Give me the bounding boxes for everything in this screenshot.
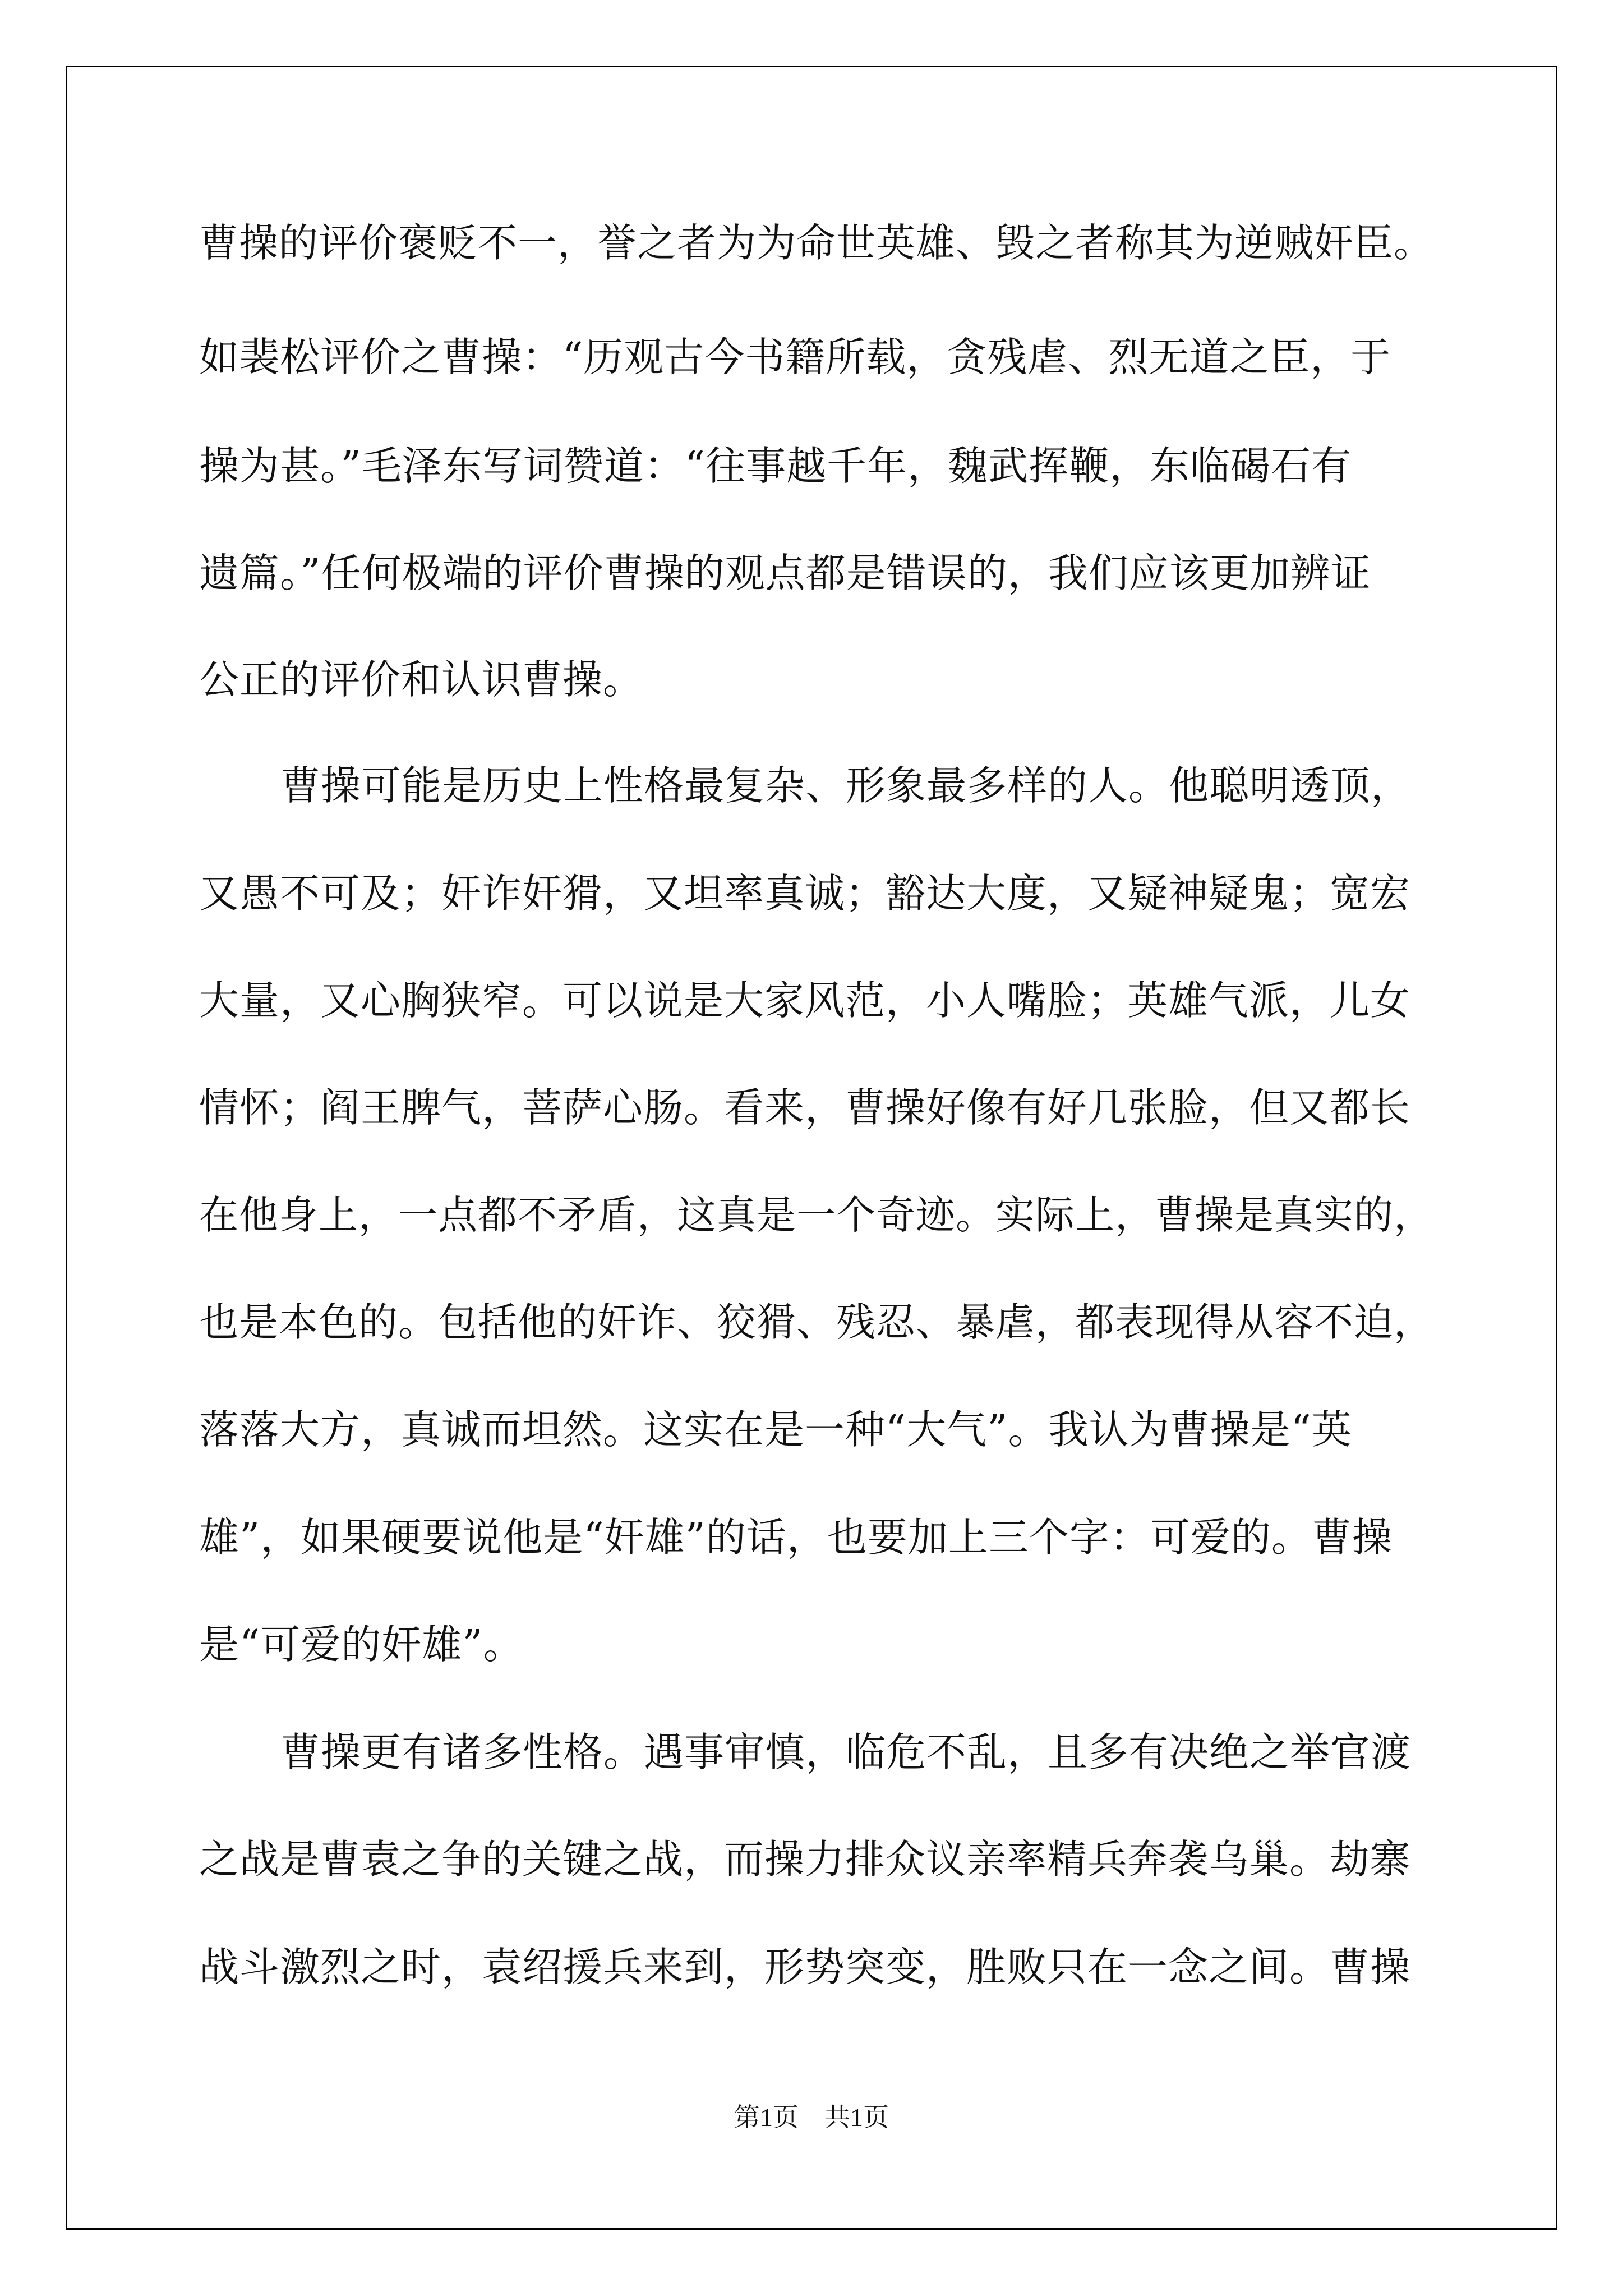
paragraph-1-line-3: 操为甚。”毛泽东写词赞道：“往事越千年，魏武挥鞭，东临碣石有 (199, 443, 1352, 489)
paragraph-2-line-1: 曹操可能是历史上性格最复杂、形象最多样的人。他聪明透顶， (280, 762, 1412, 809)
paragraph-1-line-2: 如裴松评价之曹操：“历观古今书籍所载，贪残虐、烈无道之臣，于 (199, 334, 1391, 380)
paragraph-2-line-9: 是“可爱的奸雄”。 (199, 1621, 524, 1668)
paragraph-1-line-1: 曹操的评价褒贬不一，誉之者为为命世英雄、毁之者称其为逆贼奸臣。 (199, 220, 1433, 266)
paragraph-2-line-6: 也是本色的。包括他的奸诈、狡猾、残忍、暴虐，都表现得从容不迫， (199, 1299, 1433, 1345)
paragraph-3-line-2: 之战是曹袁之争的关键之战，而操力排众议亲率精兵奔袭乌巢。劫寨 (199, 1836, 1411, 1883)
paragraph-2-line-2: 又愚不可及；奸诈奸猾，又坦率真诚；豁达大度，又疑神疑鬼；宽宏 (199, 870, 1411, 917)
paragraph-2-line-7: 落落大方，真诚而坦然。这实在是一种“大气”。我认为曹操是“英 (199, 1406, 1352, 1453)
page-footer: 第1页 共1页 (734, 2103, 889, 2132)
paragraph-3-line-3: 战斗激烈之时，袁绍援兵来到，形势突变，胜败只在一念之间。曹操 (199, 1944, 1411, 1990)
paragraph-2-line-5: 在他身上，一点都不矛盾，这真是一个奇迹。实际上，曹操是真实的， (199, 1192, 1433, 1238)
paragraph-2-line-3: 大量，又心胸狭窄。可以说是大家风范，小人嘴脸；英雄气派，儿女 (199, 977, 1411, 1024)
paragraph-2-line-4: 情怀；阎王脾气，菩萨心肠。看来，曹操好像有好几张脸，但又都长 (199, 1084, 1411, 1131)
paragraph-2-line-8: 雄”，如果硬要说他是“奸雄”的话，也要加上三个字：可爱的。曹操 (199, 1514, 1393, 1561)
page-border (66, 66, 1557, 2230)
paragraph-1-line-4: 遗篇。”任何极端的评价曹操的观点都是错误的，我们应该更加辨证 (199, 550, 1371, 596)
paragraph-3-line-1: 曹操更有诸多性格。遇事审慎，临危不乱，且多有决绝之举官渡 (280, 1729, 1412, 1775)
paragraph-1-line-5: 公正的评价和认识曹操。 (199, 656, 644, 703)
